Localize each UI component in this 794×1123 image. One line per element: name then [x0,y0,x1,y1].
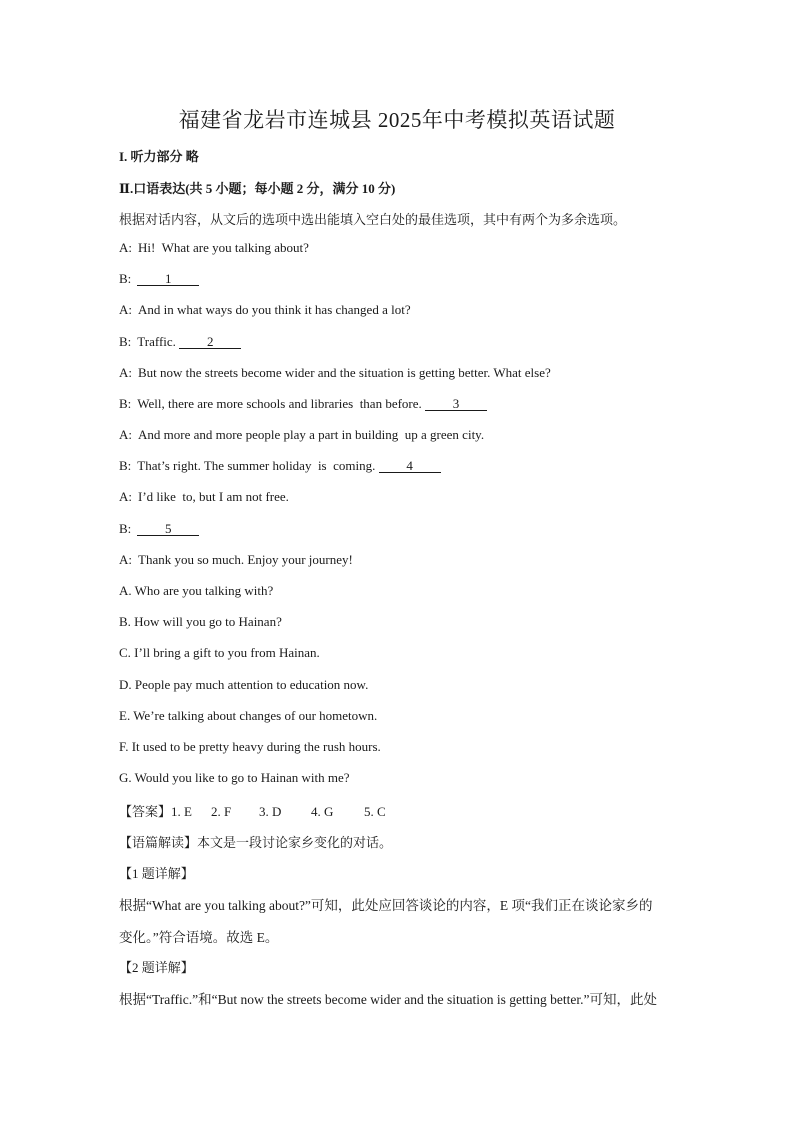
answer-item: 3. D [259,804,282,819]
speaker-label: B: [119,271,132,286]
dialogue-text: Well, there are more schools and libraries than before. [137,396,426,411]
dialogue-line [119,302,411,318]
answer-line [119,801,386,820]
speaker-label: A: [119,302,132,317]
option-item: C. I’ll bring a gift to you from Hainan. [119,645,320,660]
q2-explanation-line-1: 根据“Traffic.”和“But now the streets become wider and the situation is getting better.”可知，此处 [119,992,658,1007]
answer-item: 2. F [211,804,232,819]
passage-text: 本文是一段讨论家乡变化的对话。 [197,835,393,850]
option-item: B. How will you go to Hainan? [119,614,282,629]
section-2-heading: Ⅱ.口语表达(共 5 小题；每小题 2 分，满分 10 分) [119,181,396,196]
speaker-label: B: [119,396,132,411]
option-item: G. Would you like to go to Hainan with me? [119,770,350,785]
dialogue-text: Hi! What are you talking about? [138,240,309,255]
page-title: 福建省龙岩市连城县 2025年中考模拟英语试题 [178,108,616,132]
passage-label: 【语篇解读】 [119,835,198,850]
dialogue-text: And in what ways do you think it has changed a lot? [138,302,411,317]
dialogue-line [119,521,199,537]
passage-analysis [119,832,392,851]
q2-label: 【2 题详解】 [119,960,194,975]
speaker-label: B: [119,521,132,536]
answer-blank[interactable]: 5 [137,522,199,536]
instruction-text: 根据对话内容，从文后的选项中选出能填入空白处的最佳选项，其中有两个为多余选项。 [119,212,627,227]
speaker-label: A: [119,427,132,442]
dialogue-line [119,489,289,505]
section-1-heading: I. 听力部分 略 [119,149,199,164]
dialogue-text: That’s right. The summer holiday is coming. [137,458,379,473]
q1-explanation-line-2: 变化。”符合语境。故选 E。 [119,930,279,945]
q1-label: 【1 题详解】 [119,866,194,881]
answer-item: 1. E [171,804,192,819]
dialogue-line [119,334,241,350]
answer-item: 4. G [311,804,334,819]
dialogue-text: Thank you so much. Enjoy your journey! [138,552,353,567]
option-item: D. People pay much attention to education now. [119,677,369,692]
answer-item: 5. C [364,804,386,819]
speaker-label: B: [119,334,132,349]
dialogue-line [119,458,441,474]
q1-explanation-line-1: 根据“What are you talking about?”可知，此处应回答谈论的内容，E 项“我们正在谈论家乡的 [119,898,653,913]
dialogue-text: Traffic. [137,334,180,349]
speaker-label: B: [119,458,132,473]
speaker-label: A: [119,365,132,380]
option-item: F. It used to be pretty heavy during the rush hours. [119,739,381,754]
dialogue-line [119,552,353,568]
answer-blank[interactable]: 4 [379,459,441,473]
dialogue-text: And more and more people play a part in building up a green city. [138,427,485,442]
answer-blank[interactable]: 1 [137,272,199,286]
dialogue-text: I’d like to, but I am not free. [138,489,289,504]
dialogue-line [119,271,199,287]
speaker-label: A: [119,552,132,567]
option-item: A. Who are you talking with? [119,583,274,598]
answer-blank[interactable]: 3 [425,397,487,411]
dialogue-line [119,240,309,256]
speaker-label: A: [119,240,132,255]
dialogue-line [119,396,487,412]
dialogue-text: But now the streets become wider and the situation is getting better. What else? [138,365,551,380]
speaker-label: A: [119,489,132,504]
dialogue-line [119,427,484,443]
answer-blank[interactable]: 2 [179,335,241,349]
option-item: E. We’re talking about changes of our hometown. [119,708,378,723]
answer-label: 【答案】 [119,804,172,819]
dialogue-line [119,365,551,381]
